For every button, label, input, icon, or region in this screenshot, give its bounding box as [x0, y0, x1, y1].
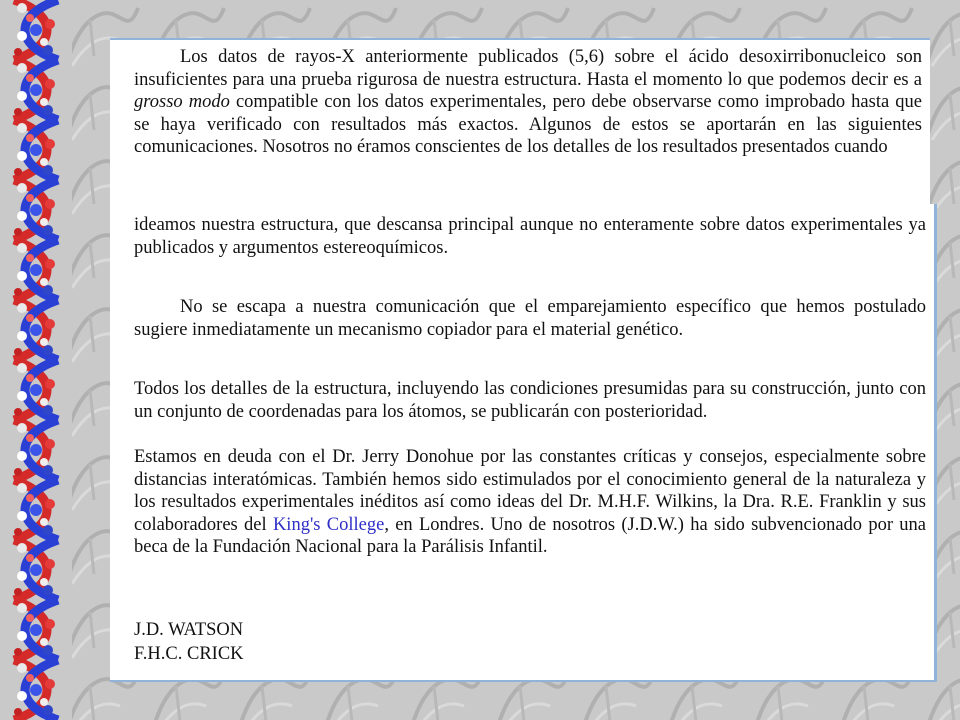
dna-double-helix-icon — [0, 0, 72, 720]
italic-phrase: grosso modo — [134, 92, 230, 113]
paragraph-detalles: Todos los detalles de la estructura, incluyendo las condiciones presumidas para su construcción, junto con un conjunto de coordenadas para los átomos, se publicarán con posterioridad. — [134, 379, 926, 422]
paragraph-text: compatible con los datos experimentales, pero debe observarse como improbado hasta que se haya verificado con resultados más exactos. Algunos de estos se aportarán en las siguientes comunicaciones. Nosotros no éramos conscientes de los detalles de los resultados presentados cuando — [134, 92, 922, 158]
paragraph-agradecimientos — [134, 446, 926, 559]
signature-block — [134, 619, 926, 666]
paragraph-text: Estamos en deuda con el Dr. Jerry Donohue por las constantes críticas y consejos, especialmente sobre distancias interatómicas. También hemos sido estimulados por el conocimiento general de la naturaleza y los resultados experimentales inéditos así como ideas del Dr. M.H.F. Wilkins, la Dra. R.E. Franklin y sus colaboradores del — [134, 447, 926, 535]
paragraph-rayos-x — [134, 46, 922, 159]
text-panel-main — [110, 204, 937, 682]
signature-crick: F.H.C. CRICK — [134, 643, 244, 664]
signature-watson: J.D. WATSON — [134, 620, 244, 640]
paragraph-text: , en Londres. Uno de nosotros (J.D.W.) ha sido subvencionado por una beca de la Fundación Nacional para la Parálisis Infantil. — [134, 514, 926, 558]
paragraph-emparejamiento: No se escapa a nuestra comunicación que el emparejamiento específico que hemos postulado sugiere inmediatamente un mecanismo copiador para el material genético. — [134, 297, 926, 340]
text-panel-top — [110, 38, 930, 204]
kings-college-link[interactable]: King's College — [272, 514, 385, 535]
paragraph-estructura: ideamos nuestra estructura, que descansa principal aunque no enteramente sobre datos experimentales ya publicados y argumentos estereoquímicos. — [134, 215, 926, 258]
paragraph-text: Los datos de rayos-X anteriormente publicados (5,6) sobre el ácido desoxirribonucleico son insuficientes para una prueba rigurosa de nuestra estructura. Hasta el momento lo que podemos decir es a — [134, 47, 922, 90]
